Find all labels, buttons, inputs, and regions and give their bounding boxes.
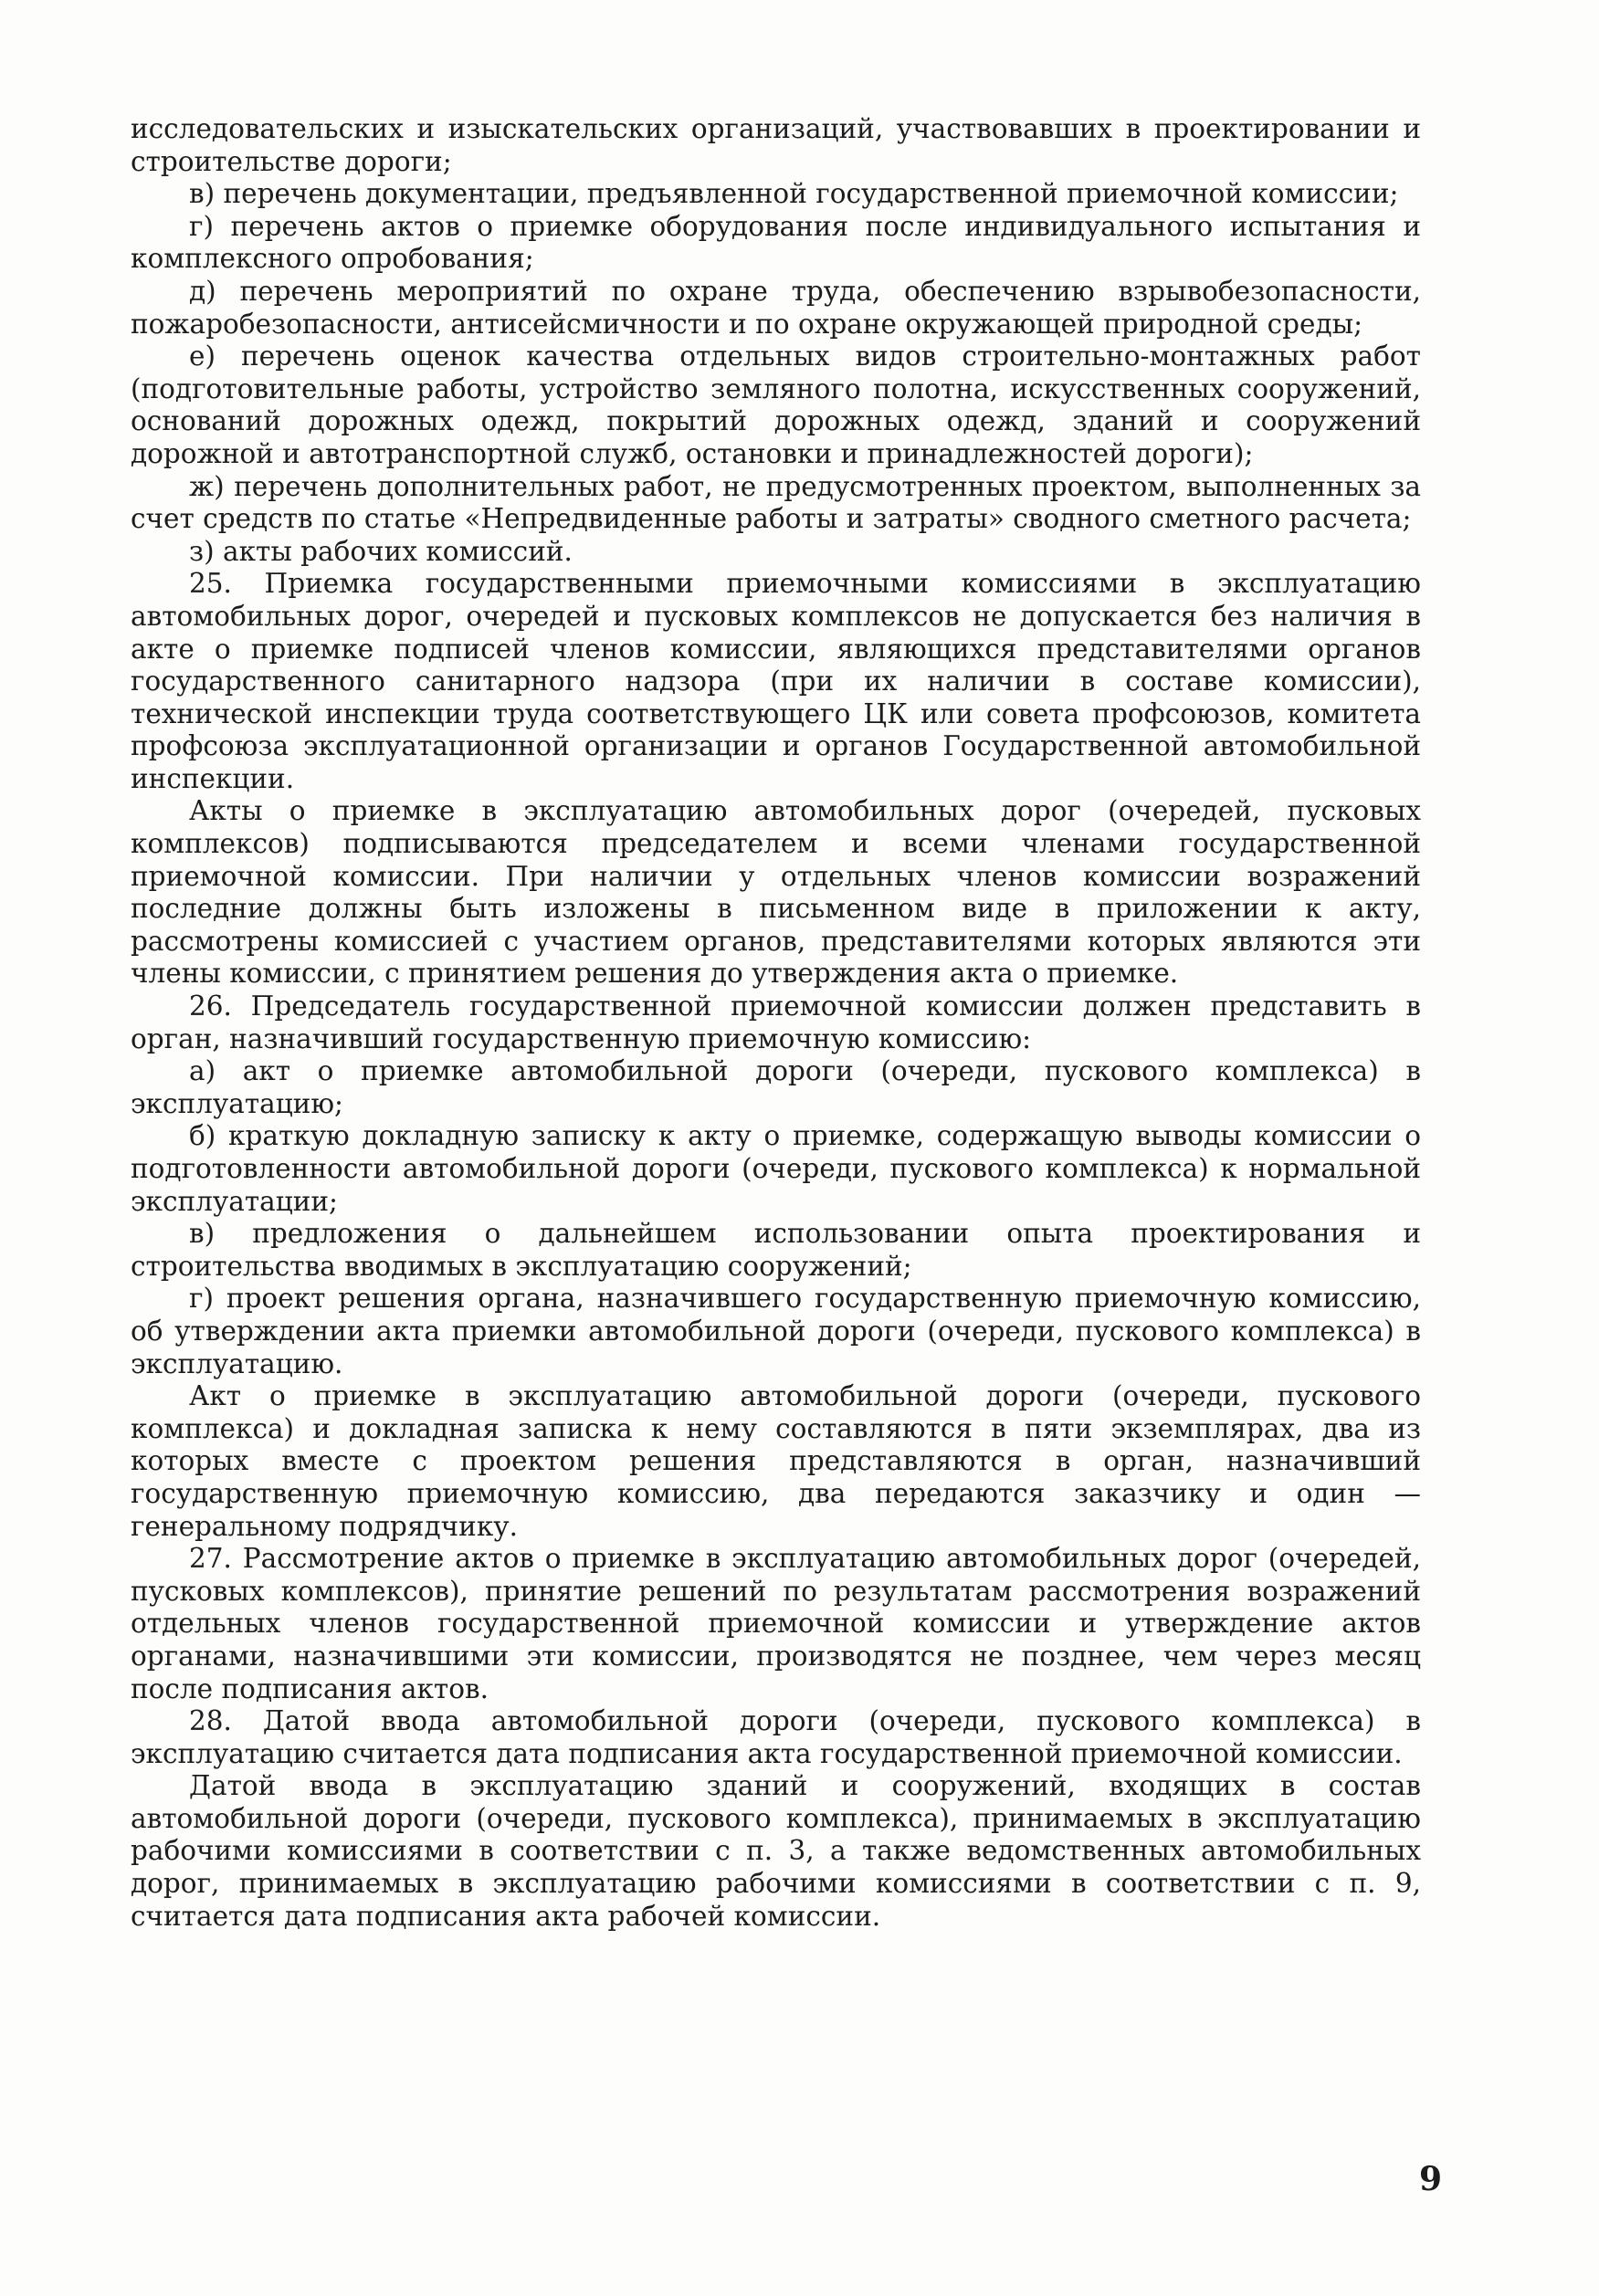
paragraph-copies: Акт о приемке в эксплуатацию автомобильной дороги (очереди, пускового комплекса) и докладная записка к нему составляются в пяти экземплярах, два из которых вместе с проектом решения представляются в орган, назначивший государственную приемочную комиссию, два передаются заказчику и один — генеральному подрядчику. bbox=[131, 1380, 1421, 1542]
clause-28: 28. Датой ввода автомобильной дороги (очереди, пускового комплекса) в эксплуатацию считается дата подписания акта государственной приемочной комиссии. bbox=[131, 1705, 1421, 1769]
list-item-e: е) перечень оценок качества отдельных видов строительно-монтажных работ (подготовительные работы, устройство земляного полотна, искусственных сооружений, оснований дорожных одежд, покрытий дорожных одежд, зданий и сооружений дорожной и автотранспортной служб, остановки и принадлежностей дороги); bbox=[131, 341, 1421, 469]
clause-25: 25. Приемка государственными приемочными комиссиями в эксплуатацию автомобильных дорог, очередей и пусковых комплексов не допускается без наличия в акте о приемке подписей членов комиссии, являющихся представителями органов государственного санитарного надзора (при их наличии в составе комиссии), технической инспекции труда соответствующего ЦК или совета профсоюзов, комитета профсоюза эксплуатационной организации и органов Государственной автомобильной инспекции. bbox=[131, 568, 1421, 794]
list-item-d: д) перечень мероприятий по охране труда, обеспечению взрывобезопасности, пожаробезопасности, антисейсмичности и по охране окружающей природной среды; bbox=[131, 275, 1421, 340]
list-item-b: б) краткую докладную записку к акту о приемке, содержащую выводы комиссии о подготовленности автомобильной дороги (очереди, пускового комплекса) к нормальной эксплуатации; bbox=[131, 1120, 1421, 1217]
list-item-v2: в) предложения о дальнейшем использовании опыта проектирования и строительства вводимых в эксплуатацию сооружений; bbox=[131, 1218, 1421, 1282]
paragraph-acts-signing: Акты о приемке в эксплуатацию автомобильных дорог (очередей, пусковых комплексов) подписываются председателем и всеми членами государственной приемочной комиссии. При наличии у отдельных членов комиссии возражений последние должны быть изложены в письменном виде в приложении к акту, рассмотрены комиссией с участием органов, представителями которых являются эти члены комиссии, с принятием решения до утверждения акта о приемке. bbox=[131, 795, 1421, 990]
list-item-zh: ж) перечень дополнительных работ, не предусмотренных проектом, выполненных за счет средств по статье «Непредвиденные работы и затраты» сводного сметного расчета; bbox=[131, 470, 1421, 535]
list-item-z: з) акты рабочих комиссий. bbox=[189, 535, 573, 567]
page-number: 9 bbox=[1418, 2160, 1442, 2198]
body-text bbox=[131, 113, 1421, 1933]
paragraph-continuation: исследовательских и изыскательских организаций, участвовавших в проектировании и строительстве дороги; bbox=[131, 113, 1421, 177]
list-item-v: в) перечень документации, предъявленной государственной приемочной комиссии; bbox=[189, 178, 1399, 210]
list-item-a: а) акт о приемке автомобильной дороги (очереди, пускового комплекса) в эксплуатацию; bbox=[131, 1055, 1421, 1119]
list-item-g2: г) проект решения органа, назначившего государственную приемочную комиссию, об утверждении акта приемки автомобильной дороги (очереди, пускового комплекса) в эксплуатацию. bbox=[131, 1283, 1421, 1379]
paragraph-commissioning-date: Датой ввода в эксплуатацию зданий и сооружений, входящих в состав автомобильной дороги (очереди, пускового комплекса), принимаемых в эксплуатацию рабочими комиссиями в соответствии с п. 3, а также ведомственных автомобильных дорог, принимаемых в эксплуатацию рабочими комиссиями в соответствии с п. 9, считается дата подписания акта рабочей комиссии. bbox=[131, 1770, 1421, 1932]
list-item-g: г) перечень актов о приемке оборудования после индивидуального испытания и комплексного опробования; bbox=[131, 210, 1421, 275]
clause-26: 26. Председатель государственной приемочной комиссии должен представить в орган, назначивший государственную приемочную комиссию: bbox=[131, 991, 1421, 1054]
clause-27: 27. Рассмотрение актов о приемке в эксплуатацию автомобильных дорог (очередей, пусковых комплексов), принятие решений по результатам рассмотрения возражений отдельных членов государственной приемочной комиссии и утверждение актов органами, назначившими эти комиссии, производятся не позднее, чем через месяц после подписания актов. bbox=[131, 1543, 1421, 1704]
